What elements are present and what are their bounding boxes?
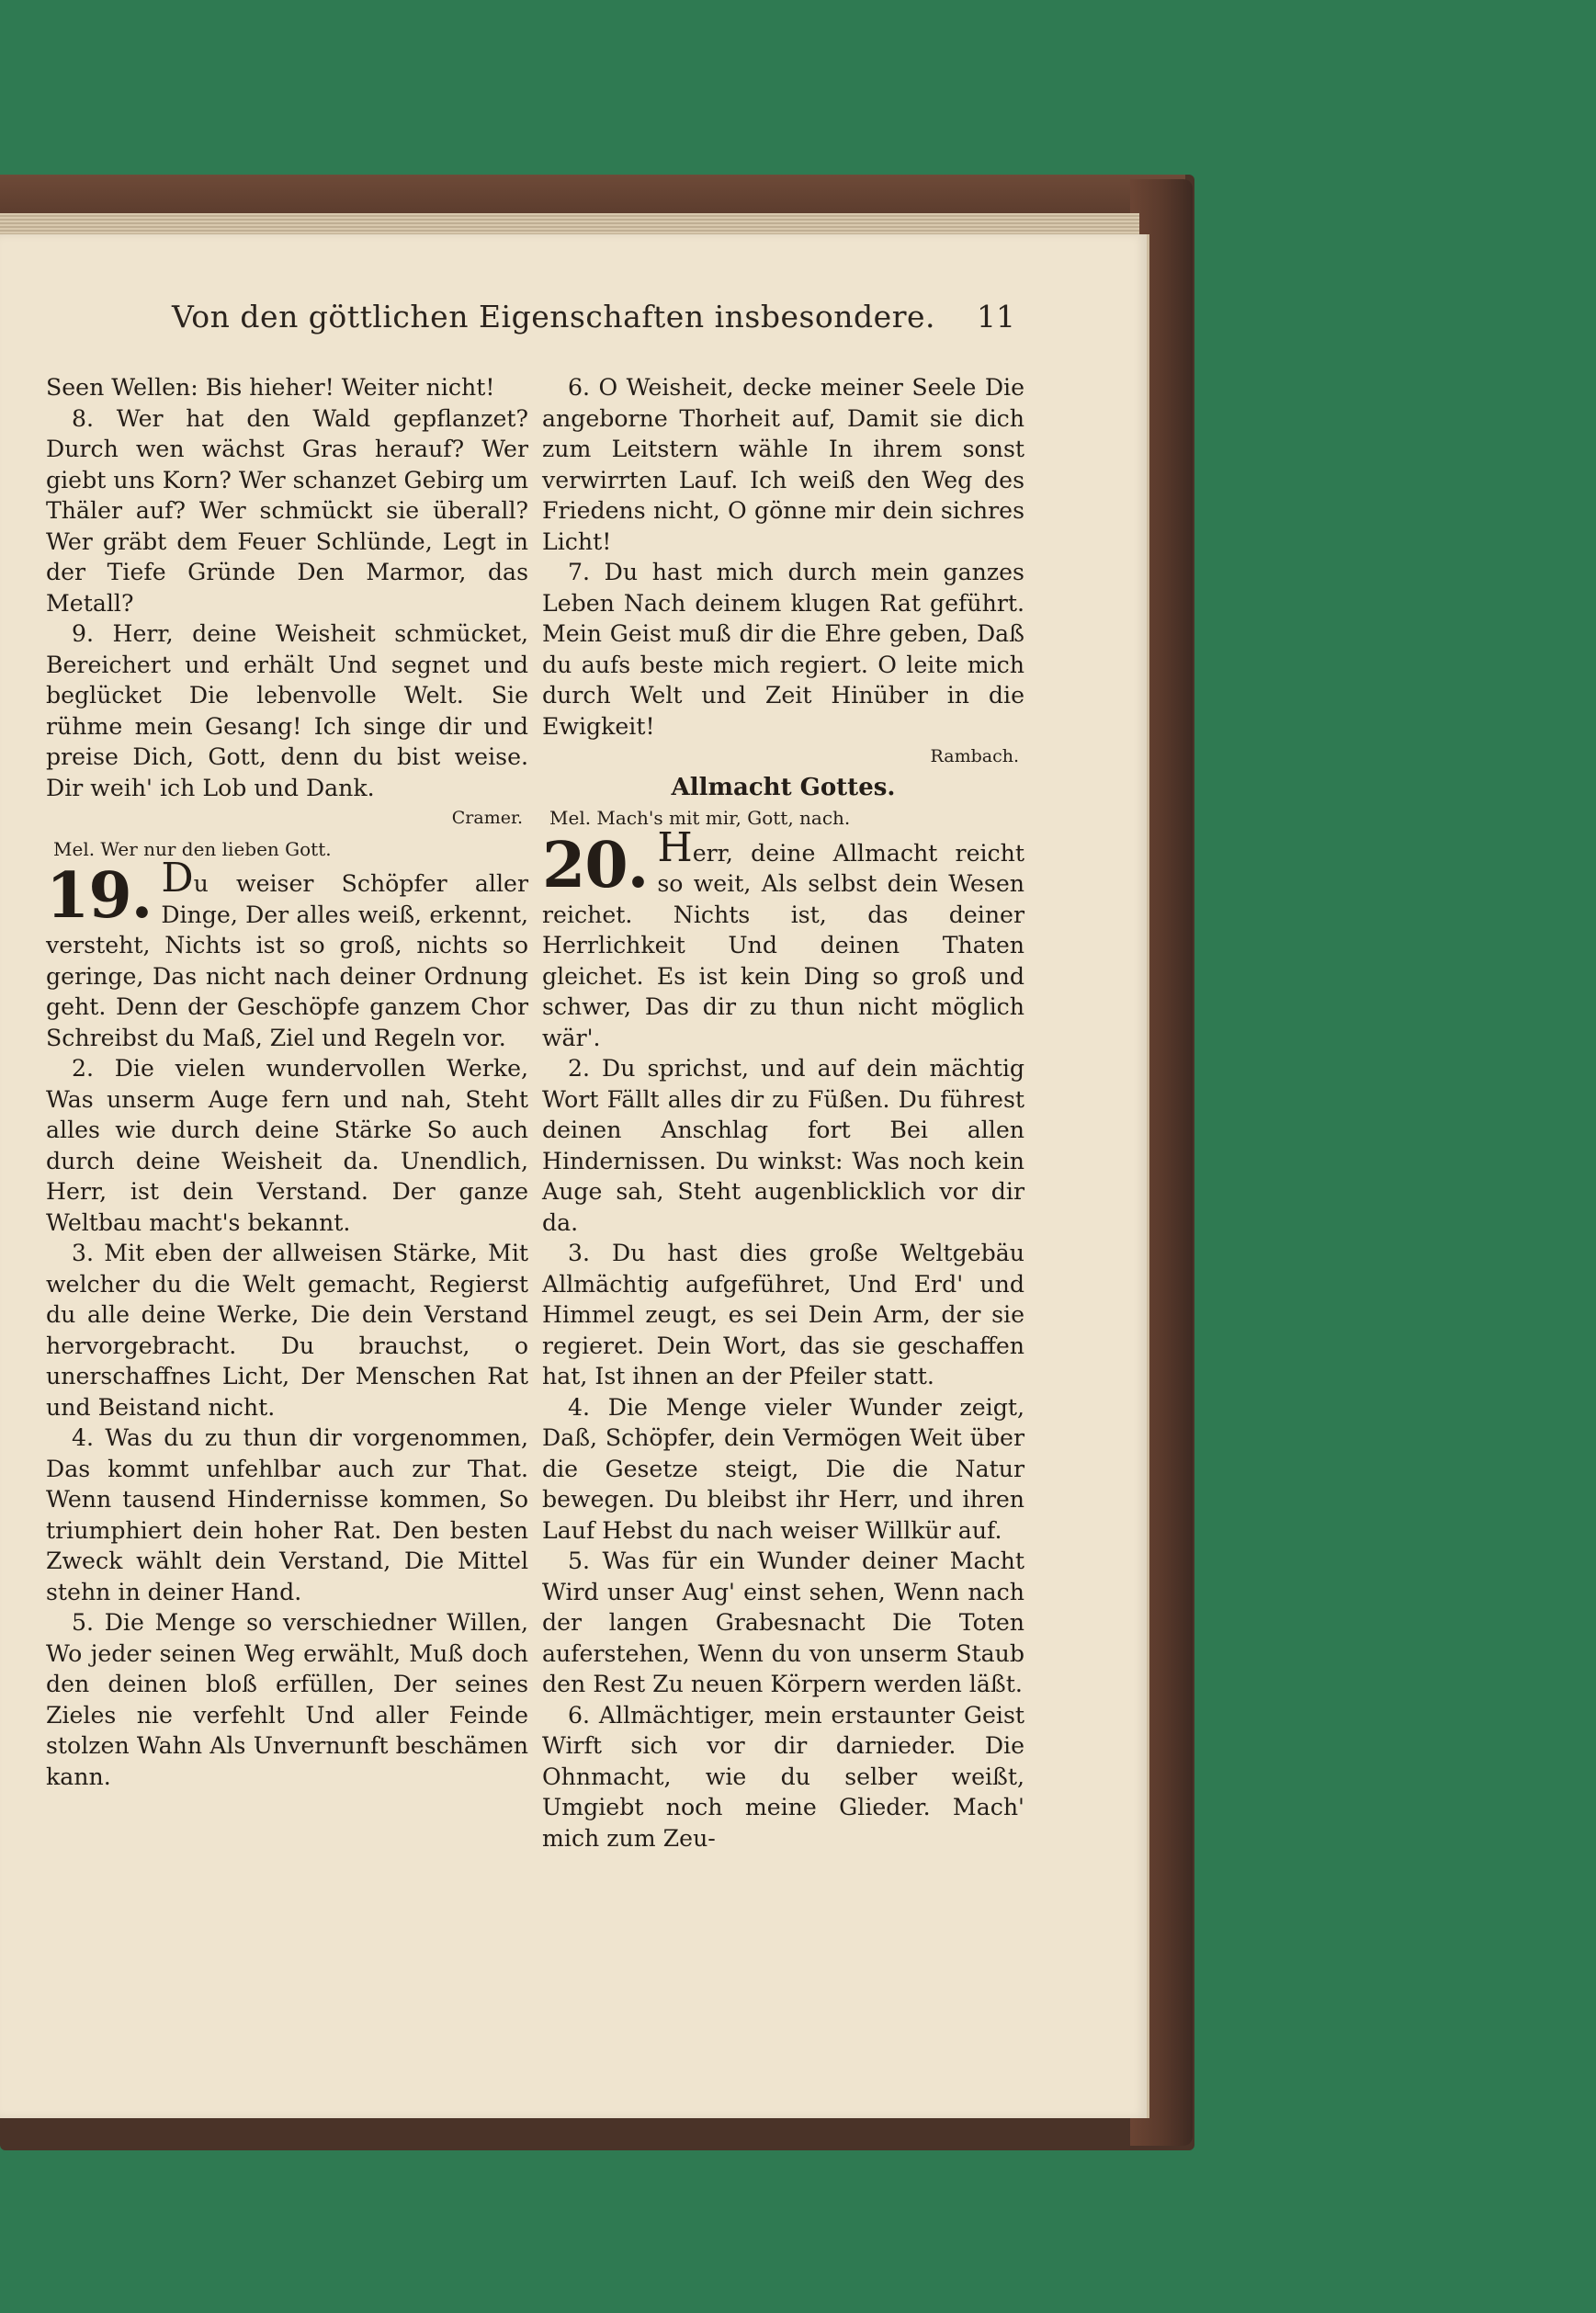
verse: 7. Du hast mich durch mein ganzes Leben Nach deinem klugen Rat geführt. Mein Geist muß dir die Ehre geben, Daß du aufs beste mich regiert. O leite mich durch Welt und Zeit Hinüber in die Ewigkeit! [542,559,1024,740]
verse: 2. Die vielen wundervollen Werke, Was unserm Auge fern und nah, Steht alles wie durch deine Stärke So auch durch deine Weisheit da. Unendlich, Herr, ist dein Verstand. Der ganze Weltbau macht's bekannt. [46,1055,528,1236]
page-number: 11 [977,299,1015,334]
melody-line: Mel. Mach's mit mir, Gott, nach. [549,807,851,829]
running-title: Von den göttlichen Eigenschaften insbesondere. [172,299,935,334]
hymn-first-verse [542,823,1024,1054]
verse: 6. Allmächtiger, mein erstaunter Geist Wirft sich vor dir darnieder. Die Ohnmacht, wie du selber weißt, Umgiebt noch meine Glieder. Mach' mich zum Zeu- [542,1701,1024,1852]
hymn-heading: Allmacht Gottes. [671,773,896,801]
hymn-first-verse [46,855,528,1053]
melody-line: Mel. Wer nur den lieben Gott. [53,837,332,860]
verse: 2. Du sprichst, und auf dein mächtig Wort Fällt alles dir zu Füßen. Du führest deinen Anschlag fort Bei allen Hindernissen. Du winkst: Was noch kein Auge sah, Steht augenblicklich vor dir da. [542,1055,1024,1236]
verse: 6. O Weisheit, decke meiner Seele Die angeborne Thorheit auf, Damit sie dich zum Leitstern wähle In ihrem sonst verwirrten Lauf. Ich weiß den Weg des Friedens nicht, O gönne mir dein sichres Licht! [542,374,1024,555]
initial-letter: D [161,855,194,901]
verse-text: u weiser Schöpfer aller Dinge, Der alles weiß, erkennt, versteht, Nichts ist so groß, nichts so geringe, Das nicht nach deiner Ordnung geht. Denn der Geschöpfe ganzem Chor Schreibst du Maß, Ziel und Regeln vor. [46,870,528,1051]
verse: 8. Wer hat den Wald gepflanzet? Durch wen wächst Gras herauf? Wer giebt uns Korn? Wer schanzet Gebirg um Thäler auf? Wer schmückt sie überall? Wer gräbt dem Feuer Schlünde, Legt in der Tiefe Gründe Den Marmor, das Metall? [46,404,528,617]
left-column [46,372,528,1792]
hymn-number: 20. [542,828,649,902]
hymn-number: 19. [46,859,153,933]
verse: 9. Herr, deine Weisheit schmücket, Bereichert und erhält Und segnet und beglücket Die lebenvolle Welt. Sie rühme mein Gesang! Ich singe dir und preise Dich, Gott, denn du bist weise. Dir weih' ich Lob und Dank. [46,620,528,801]
verse-continuation: Seen Wellen: Bis hieher! Weiter nicht! [46,374,495,401]
attribution: Rambach. [930,746,1019,766]
verse: 5. Die Menge so verschiedner Willen, Wo jeder seinen Weg erwählt, Muß doch den deinen bloß erfüllen, Der seines Zieles nie verfehlt Und aller Feinde stolzen Wahn Als Unvernunft beschämen kann. [46,1609,528,1790]
initial-letter: H [657,823,693,871]
book-page [0,234,1149,2118]
right-column [542,372,1024,1854]
running-header [161,299,1015,350]
verse: 4. Was du zu thun dir vorgenommen, Das kommt unfehlbar auch zur That. Wenn tausend Hindernisse kommen, So triumphiert dein hoher Rat. Den besten Zweck wählt dein Verstand, Die Mittel stehn in deiner Hand. [46,1424,528,1605]
verse: 4. Die Menge vieler Wunder zeigt, Daß, Schöpfer, dein Vermögen Weit über die Gesetze steigt, Die die Natur bewegen. Du bleibst ihr Herr, und ihren Lauf Hebst du nach weiser Willkür auf. [542,1393,1024,1544]
verse: 3. Mit eben der allweisen Stärke, Mit welcher du die Welt gemacht, Regierst du alle deine Werke, Die dein Verstand hervorgebracht. Du brauchst, o unerschaffnes Licht, Der Menschen Rat und Beistand nicht. [46,1240,528,1421]
verse-text: err, deine Allmacht reicht so weit, Als selbst dein Wesen reichet. Nichts ist, das deiner Herrlichkeit Und deinen Thaten gleichet. Es ist kein Ding so groß und schwer, Das dir zu thun nicht möglich wär'. [542,839,1024,1051]
attribution: Cramer. [451,808,523,828]
verse: 5. Was für ein Wunder deiner Macht Wird unser Aug' einst sehen, Wenn nach der langen Grabesnacht Die Toten auferstehen, Wenn du von unserm Staub den Rest Zu neuen Körpern werden läßt. [542,1548,1024,1697]
verse: 3. Du hast dies große Weltgebäu Allmächtig aufgeführet, Und Erd' und Himmel zeugt, es sei Dein Arm, der sie regieret. Dein Wort, das sie geschaffen hat, Ist ihnen an der Pfeiler statt. [542,1240,1024,1389]
